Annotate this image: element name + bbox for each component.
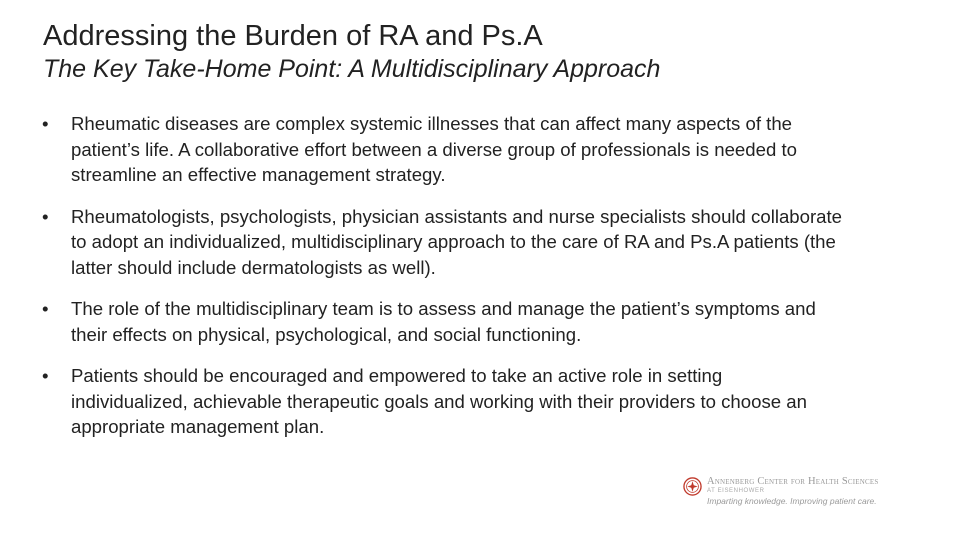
slide-subtitle: The Key Take-Home Point: A Multidisciplinary Approach — [43, 55, 661, 83]
bullet-item — [42, 111, 842, 188]
bullet-text: The role of the multidisciplinary team is to assess and manage the patient’s symptoms and their effects on physical, psychological, and social functioning. — [71, 298, 816, 345]
logo-tagline: Imparting knowledge. Improving patient care. — [707, 496, 877, 506]
bullet-item — [42, 363, 842, 440]
bullet-marker: • — [42, 113, 49, 134]
bullet-marker: • — [42, 365, 49, 386]
bullet-marker: • — [42, 298, 49, 319]
logo-name: Annenberg Center for Health Sciences — [707, 476, 879, 487]
bullet-text: Rheumatologists, psychologists, physician assistants and nurse specialists should collaborate to adopt an individualized, multidisciplinary approach to the care of RA and Ps.A patients (the latter should include dermatologists as well). — [71, 205, 843, 278]
bullet-list — [42, 111, 842, 456]
bullet-text: Patients should be encouraged and empowered to take an active role in setting individualized, achievable therapeutic goals and working with their providers to choose an appropriate management plan. — [71, 365, 807, 437]
slide-title: Addressing the Burden of RA and Ps.A — [43, 20, 543, 52]
bullet-item — [42, 296, 842, 347]
logo-subtitle: AT EISENHOWER — [707, 488, 765, 494]
bullet-item — [42, 204, 842, 281]
annenberg-logo — [683, 476, 933, 510]
bullet-marker: • — [42, 205, 49, 227]
annenberg-seal-icon — [683, 477, 702, 496]
bullet-text: Rheumatic diseases are complex systemic illnesses that can affect many aspects of the patient’s life. A collaborative effort between a diverse group of professionals is needed to streamline an effective management strategy. — [71, 113, 797, 185]
